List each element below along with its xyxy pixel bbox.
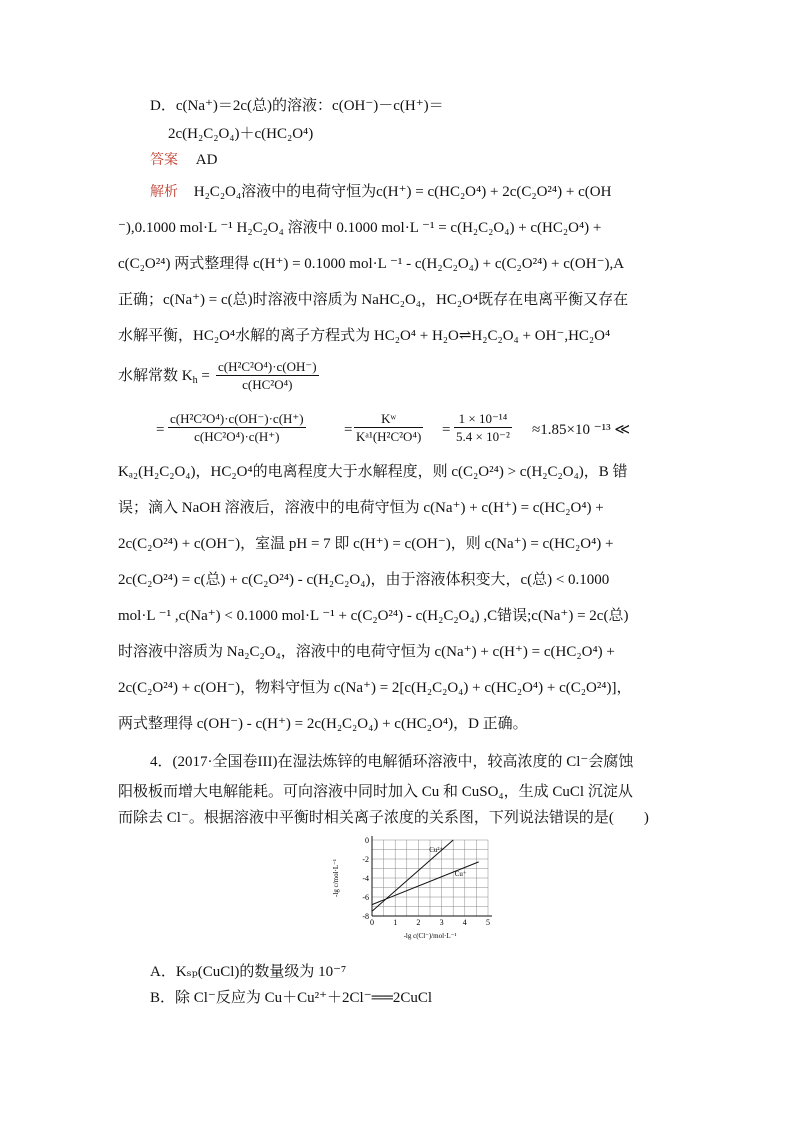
analysis-line5: 水解平衡，HC₂O⁴水解的离子方程式为 HC₂O⁴ + H₂O⇌H₂C₂O₄ + OH⁻,HC₂O⁴	[118, 328, 611, 344]
x-axis-label: -lg c(Cl⁻)/mol·L⁻¹	[403, 932, 457, 940]
chart-svg	[328, 830, 498, 952]
y-tick-label: -8	[362, 912, 369, 921]
concentration-chart	[328, 830, 498, 952]
x-tick-label: 2	[416, 918, 421, 927]
y-tick-label: -4	[362, 874, 369, 883]
option-d-line2: 2c(H₂C₂O₄)＋c(HC₂O⁴)	[168, 126, 314, 142]
analysis-kh-result: ≈1.85×10 ⁻¹³ ≪	[532, 422, 631, 438]
question4-line2: 阳极板而增大电解能耗。可向溶液中同时加入 Cu 和 CuSO₄，生成 CuCl 沉淀从	[118, 784, 633, 800]
x-tick-label: 3	[439, 918, 444, 927]
x-tick-label: 1	[393, 918, 398, 927]
option-b: B．除 Cl⁻反应为 Cu＋Cu²⁺＋2Cl⁻══2CuCl	[150, 990, 433, 1006]
x-tick-label: 0	[370, 918, 374, 927]
analysis-line14: 2c(C₂O²⁴) + c(OH⁻)，物料守恒为 c(Na⁺) = 2[c(H₂C₂O₄) + c(HC₂O⁴) + c(C₂O²⁴)]，	[118, 680, 632, 696]
kh-subscript: h	[192, 375, 198, 386]
fraction-kh	[216, 358, 319, 393]
question4-line1: 4．(2017·全国卷III)在湿法炼锌的电解循环溶液中，较高浓度的 Cl⁻会腐蚀	[150, 754, 634, 770]
y-tick-label: -2	[362, 855, 369, 864]
analysis-line13: 时溶液中溶质为 Na₂C₂O₄，溶液中的电荷守恒为 c(Na⁺) + c(H⁺) = c(HC₂O⁴) +	[118, 644, 615, 660]
analysis-line9: 误；滴入 NaOH 溶液后，溶液中的电荷守恒为 c(Na⁺) + c(H⁺) = c(HC₂O⁴) +	[118, 500, 604, 516]
analysis-line4: 正确；c(Na⁺) = c(总)时溶液中溶质为 NaHC₂O₄，HC₂O⁴既存在电离平衡又存在	[118, 292, 629, 308]
analysis-line15: 两式整理得 c(OH⁻) - c(H⁺) = 2c(H₂C₂O₄) + c(HC₂O⁴)，D 正确。	[118, 716, 528, 732]
analysis-line1: H₂C₂O₄溶液中的电荷守恒为c(H⁺) = c(HC₂O⁴) + 2c(C₂O²⁴) + c(OH	[193, 184, 612, 200]
fraction-ka1: Kᵃ¹(H²C²O⁴)	[356, 429, 422, 444]
option-d-line1: D．c(Na⁺)＝2c(总)的溶液：c(OH⁻)－c(H⁺)＝	[150, 98, 444, 114]
analysis-line2: ⁻),0.1000 mol·L ⁻¹ H₂C₂O₄ 溶液中 0.1000 mol·L ⁻¹ = c(H₂C₂O₄) + c(HC₂O⁴) +	[118, 220, 602, 236]
fraction-numeric-denominator: 5.4 × 10⁻²	[456, 429, 510, 444]
answer-label: 答案	[150, 152, 178, 168]
x-tick-label: 4	[462, 918, 467, 927]
fraction-kh-numerator: c(H²C²O⁴)·c(OH⁻)	[218, 359, 317, 374]
y-axis-label: -lg c/mol·L⁻¹	[332, 859, 340, 897]
question4-line3: 而除去 Cl⁻。根据溶液中平衡时相关离子浓度的关系图，下列说法错误的是( )	[118, 810, 649, 826]
hydrolysis-constant-label: 水解常数 K	[118, 368, 193, 384]
y-tick-label: -6	[362, 893, 369, 902]
fraction-expanded-denominator: c(HC²O⁴)·c(H⁺)	[194, 429, 280, 444]
fraction-numeric-numerator: 1 × 10⁻¹⁴	[454, 410, 512, 428]
analysis-line3: c(C₂O²⁴) 两式整理得 c(H⁺) = 0.1000 mol·L ⁻¹ - c(H₂C₂O₄) + c(C₂O²⁴) + c(OH⁻),A	[118, 256, 625, 272]
fraction-kw: Kʷ	[354, 410, 423, 428]
analysis-line10: 2c(C₂O²⁴) + c(OH⁻)，室温 pH = 7 即 c(H⁺) = c(OH⁻)，则 c(Na⁺) = c(HC₂O⁴) +	[118, 536, 614, 552]
fraction-expanded-numerator: c(H²C²O⁴)·c(OH⁻)·c(H⁺)	[170, 411, 304, 426]
x-tick-label: 5	[486, 918, 490, 927]
fraction-kh-denominator: c(HC²O⁴)	[242, 377, 293, 392]
analysis-line11: 2c(C₂O²⁴) = c(总) + c(C₂O²⁴) - c(H₂C₂O₄)，由于溶液体积变大，c(总) < 0.1000	[118, 572, 610, 588]
fraction-kw-ka	[354, 410, 423, 445]
analysis-line8: Kₐ₂(H₂C₂O₄)，HC₂O⁴的电离程度大于水解程度，则 c(C₂O²⁴) > c(H₂C₂O₄)，B 错	[118, 464, 628, 480]
y-tick-label: 0	[365, 836, 369, 845]
analysis-label: 解析	[150, 184, 178, 200]
fraction-numeric	[454, 410, 512, 445]
series-label: Cu²⁺	[429, 846, 444, 854]
analysis-line12: mol·L ⁻¹ ,c(Na⁺) < 0.1000 mol·L ⁻¹ + c(C₂O²⁴) - c(H₂C₂O₄) ,C错误;c(Na⁺) = 2c(总)	[118, 608, 629, 624]
answer-value: AD	[195, 152, 218, 168]
series-label: Cu⁺	[454, 869, 467, 878]
option-a: A．Kₛₚ(CuCl)的数量级为 10⁻⁷	[150, 964, 347, 980]
fraction-expanded	[168, 410, 306, 445]
